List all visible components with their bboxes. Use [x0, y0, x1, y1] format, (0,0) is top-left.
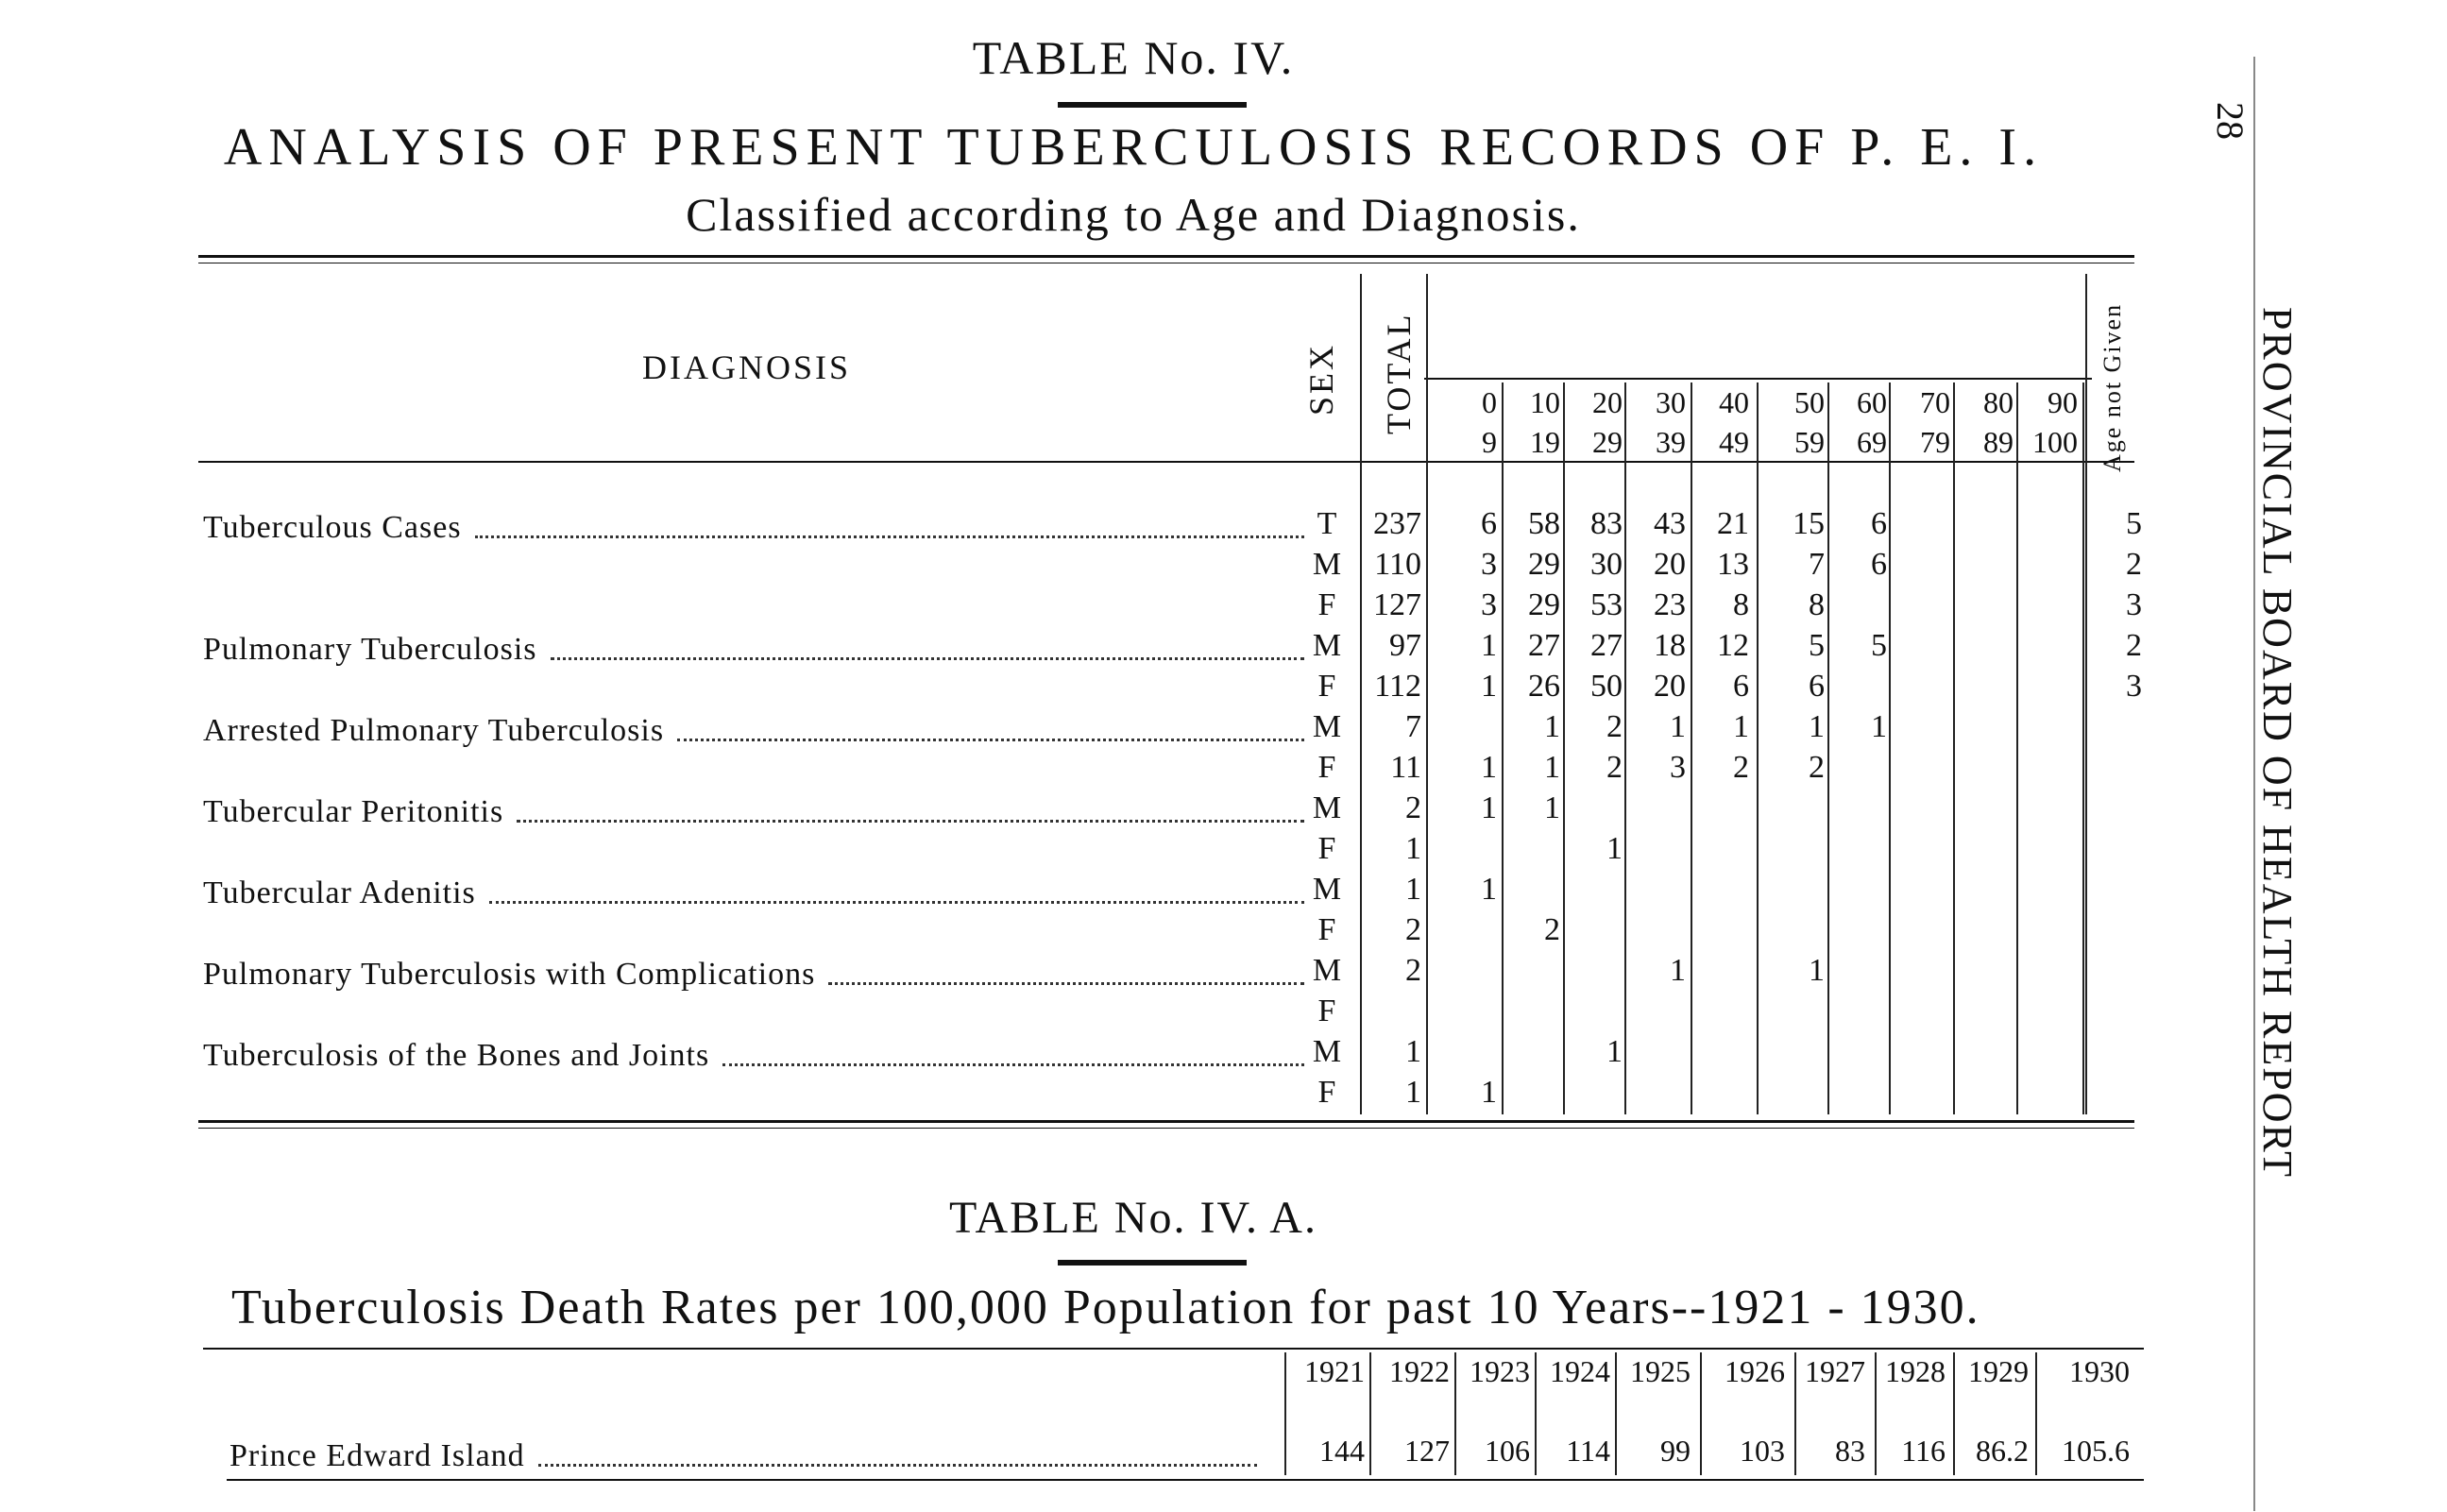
diagnosis-row-label: [203, 868, 1308, 911]
age-cell: 43: [1654, 506, 1686, 541]
year-header: 1929: [1968, 1354, 2029, 1388]
column-divider: [2085, 274, 2087, 1114]
age-cell: 83: [1590, 506, 1623, 541]
table-bottom-rule-thin: [198, 1128, 2134, 1129]
column-divider: [1563, 382, 1565, 1114]
diagnosis-row-label: [203, 502, 1308, 546]
column-divider: [1827, 382, 1829, 1114]
table-4-subheading: Classified according to Age and Diagnosis.: [686, 188, 1581, 241]
year-header: 1928: [1885, 1354, 1946, 1388]
total-cell: 127: [1373, 587, 1421, 622]
sex-cell: F: [1317, 912, 1336, 947]
sex-cell: F: [1317, 831, 1336, 866]
age-group-from: 90: [2048, 385, 2078, 419]
table-4-title: TABLE No. IV.: [972, 31, 1295, 84]
age-cell: 2: [1809, 750, 1825, 785]
age-cell: 29: [1528, 547, 1560, 582]
age-cell: 1: [1871, 709, 1887, 744]
total-cell: 97: [1389, 628, 1421, 663]
age-cell: 1: [1606, 831, 1623, 866]
age-cell: 8: [1733, 587, 1749, 622]
age-cell: 2: [1606, 709, 1623, 744]
sex-cell: M: [1312, 953, 1342, 988]
column-divider: [1953, 382, 1955, 1114]
running-head: PROVINCIAL BOARD OF HEALTH REPORT: [2254, 307, 2301, 1180]
diagnosis-row-label: [203, 624, 1308, 668]
age-not-given-cell: 3: [2126, 669, 2142, 704]
age-group-to: 49: [1719, 425, 1749, 459]
age-cell: 1: [1733, 709, 1749, 744]
total-cell: 1: [1405, 1034, 1421, 1069]
leader-dots: [677, 739, 1304, 741]
sex-cell: F: [1317, 750, 1336, 785]
rate-cell: 83: [1835, 1434, 1865, 1468]
rate-cell: 116: [1901, 1434, 1946, 1468]
age-not-given-cell: 2: [2126, 547, 2142, 582]
age-cell: 6: [1481, 506, 1497, 541]
page-number: 28: [2209, 102, 2252, 140]
diagnosis-label: Tubercular Peritonitis: [203, 794, 504, 829]
diagnosis-row-label: [203, 787, 1308, 830]
rate-cell: 144: [1319, 1434, 1365, 1468]
age-cell: 1: [1481, 669, 1497, 704]
table-4a-top-rule: [203, 1348, 2144, 1350]
age-cell: 3: [1481, 587, 1497, 622]
age-cell: 18: [1654, 628, 1686, 663]
rate-cell: 105.6: [2062, 1434, 2130, 1468]
leader-dots: [517, 820, 1304, 823]
year-header: 1924: [1550, 1354, 1610, 1388]
age-cell: 27: [1528, 628, 1560, 663]
diagnosis-column-header: DIAGNOSIS: [642, 348, 852, 386]
age-cell: 6: [1871, 547, 1887, 582]
age-cell: 58: [1528, 506, 1560, 541]
age-cell: 21: [1717, 506, 1749, 541]
leader-dots: [551, 657, 1304, 660]
sex-cell: F: [1317, 1075, 1336, 1110]
age-header-rule: [1424, 378, 2092, 380]
sex-cell: M: [1312, 1034, 1342, 1069]
table-4a-heading: Tuberculosis Death Rates per 100,000 Population for past 10 Years--1921 - 1930.: [231, 1281, 1980, 1334]
region-label: Prince Edward Island: [229, 1438, 525, 1473]
rate-cell: 106: [1485, 1434, 1530, 1468]
column-divider: [1502, 382, 1504, 1114]
age-not-given-cell: 2: [2126, 628, 2142, 663]
table-4-heading: ANALYSIS OF PRESENT TUBERCULOSIS RECORDS OF P. E. I.: [223, 118, 2044, 177]
column-divider: [1691, 382, 1692, 1114]
age-cell: 1: [1809, 953, 1825, 988]
age-cell: 5: [1809, 628, 1825, 663]
age-group-to: 29: [1592, 425, 1623, 459]
age-group-to: 9: [1482, 425, 1497, 459]
sex-cell: F: [1317, 994, 1336, 1028]
diagnosis-row-label: [203, 1030, 1308, 1074]
age-group-to: 19: [1530, 425, 1560, 459]
age-cell: 3: [1670, 750, 1686, 785]
table-4a-bottom-rule: [227, 1479, 2144, 1481]
rate-cell: 99: [1660, 1434, 1691, 1468]
age-cell: 2: [1733, 750, 1749, 785]
age-cell: 1: [1544, 790, 1560, 825]
table-4a-title: TABLE No. IV. A.: [949, 1193, 1317, 1243]
sex-cell: M: [1312, 790, 1342, 825]
age-cell: 1: [1481, 750, 1497, 785]
diagnosis-label: Arrested Pulmonary Tuberculosis: [203, 713, 665, 748]
leader-dots: [475, 535, 1304, 538]
age-cell: 13: [1717, 547, 1749, 582]
age-cell: 27: [1590, 628, 1623, 663]
leader-dots: [722, 1063, 1304, 1066]
age-cell: 7: [1809, 547, 1825, 582]
sex-cell: M: [1312, 628, 1342, 663]
column-divider: [2035, 1352, 2037, 1475]
table-bottom-rule: [198, 1120, 2134, 1123]
total-cell: 2: [1405, 953, 1421, 988]
total-cell: 2: [1405, 912, 1421, 947]
age-cell: 1: [1670, 953, 1686, 988]
total-cell: 237: [1373, 506, 1421, 541]
sex-cell: F: [1317, 669, 1336, 704]
diagnosis-label: Pulmonary Tuberculosis with Complications: [203, 957, 816, 992]
sex-column-header: SEX: [1302, 342, 1340, 416]
age-cell: 6: [1871, 506, 1887, 541]
year-header: 1926: [1725, 1354, 1785, 1388]
column-divider: [1624, 382, 1626, 1114]
diagnosis-label: Tuberculosis of the Bones and Joints: [203, 1038, 710, 1073]
age-cell: 1: [1544, 709, 1560, 744]
age-cell: 5: [1871, 628, 1887, 663]
age-cell: 1: [1481, 628, 1497, 663]
age-group-from: 50: [1794, 385, 1825, 419]
age-group-from: 20: [1592, 385, 1623, 419]
age-cell: 30: [1590, 547, 1623, 582]
year-header: 1927: [1805, 1354, 1865, 1388]
column-divider: [1757, 382, 1759, 1114]
age-cell: 1: [1544, 750, 1560, 785]
age-cell: 1: [1606, 1034, 1623, 1069]
age-cell: 8: [1809, 587, 1825, 622]
age-cell: 1: [1809, 709, 1825, 744]
leader-dots: [489, 901, 1304, 904]
age-cell: 1: [1481, 872, 1497, 907]
total-cell: 1: [1405, 1075, 1421, 1110]
age-cell: 29: [1528, 587, 1560, 622]
year-header: 1921: [1304, 1354, 1365, 1388]
sex-cell: F: [1317, 587, 1336, 622]
age-group-from: 10: [1530, 385, 1560, 419]
age-group-to: 89: [1983, 425, 2014, 459]
rate-cell: 114: [1566, 1434, 1610, 1468]
column-divider: [2016, 382, 2018, 1114]
age-group-to: 39: [1656, 425, 1686, 459]
total-cell: 1: [1405, 831, 1421, 866]
title-rule: [1058, 102, 1247, 108]
age-group-to: 59: [1794, 425, 1825, 459]
age-cell: 6: [1809, 669, 1825, 704]
sex-cell: M: [1312, 547, 1342, 582]
age-cell: 23: [1654, 587, 1686, 622]
total-cell: 1: [1405, 872, 1421, 907]
age-group-from: 40: [1719, 385, 1749, 419]
age-group-from: 30: [1656, 385, 1686, 419]
table-4a-row: [229, 1431, 1261, 1474]
year-header: 1922: [1389, 1354, 1450, 1388]
sex-cell: M: [1312, 709, 1342, 744]
sex-cell: M: [1312, 872, 1342, 907]
total-cell: 2: [1405, 790, 1421, 825]
age-cell: 26: [1528, 669, 1560, 704]
age-group-to: 79: [1920, 425, 1950, 459]
year-header: 1923: [1470, 1354, 1530, 1388]
age-group-from: 80: [1983, 385, 2014, 419]
header-bottom-rule: [198, 461, 2134, 463]
age-not-given-cell: 3: [2126, 587, 2142, 622]
diagnosis-label: Tubercular Adenitis: [203, 875, 476, 910]
rate-cell: 86.2: [1976, 1434, 2029, 1468]
age-group-to: 69: [1857, 425, 1887, 459]
age-group-from: 0: [1482, 385, 1497, 419]
diagnosis-label: Tuberculous Cases: [203, 510, 462, 545]
year-header: 1925: [1630, 1354, 1691, 1388]
total-cell: 110: [1374, 547, 1421, 582]
age-cell: 12: [1717, 628, 1749, 663]
column-divider: [1426, 274, 1428, 1114]
diagnosis-row-label: [203, 705, 1308, 749]
age-group-from: 60: [1857, 385, 1887, 419]
age-cell: 1: [1481, 790, 1497, 825]
age-cell: 1: [1481, 1075, 1497, 1110]
age-not-given-column-header: Age not Given: [2099, 302, 2126, 472]
diagnosis-row-label: [203, 949, 1308, 993]
column-divider: [2082, 382, 2084, 1114]
age-cell: 50: [1590, 669, 1623, 704]
diagnosis-label: Pulmonary Tuberculosis: [203, 632, 537, 667]
age-cell: 6: [1733, 669, 1749, 704]
sex-cell: T: [1317, 506, 1337, 541]
year-header: 1930: [2069, 1354, 2130, 1388]
age-cell: 2: [1544, 912, 1560, 947]
rate-cell: 127: [1404, 1434, 1450, 1468]
leader-dots: [538, 1464, 1257, 1467]
age-cell: 15: [1793, 506, 1825, 541]
age-group-to: 100: [2032, 425, 2078, 459]
age-cell: 1: [1670, 709, 1686, 744]
leader-dots: [828, 982, 1304, 985]
total-cell: 11: [1390, 750, 1421, 785]
total-cell: 7: [1405, 709, 1421, 744]
age-cell: 2: [1606, 750, 1623, 785]
total-cell: 112: [1374, 669, 1421, 704]
rate-cell: 103: [1740, 1434, 1785, 1468]
age-cell: 53: [1590, 587, 1623, 622]
age-cell: 3: [1481, 547, 1497, 582]
age-not-given-cell: 5: [2126, 506, 2142, 541]
age-group-from: 70: [1920, 385, 1950, 419]
table-top-rule: [198, 255, 2134, 258]
age-cell: 20: [1654, 547, 1686, 582]
total-column-header: TOTAL: [1380, 312, 1418, 434]
title-rule: [1058, 1260, 1247, 1266]
age-cell: 20: [1654, 669, 1686, 704]
column-divider: [1889, 382, 1891, 1114]
